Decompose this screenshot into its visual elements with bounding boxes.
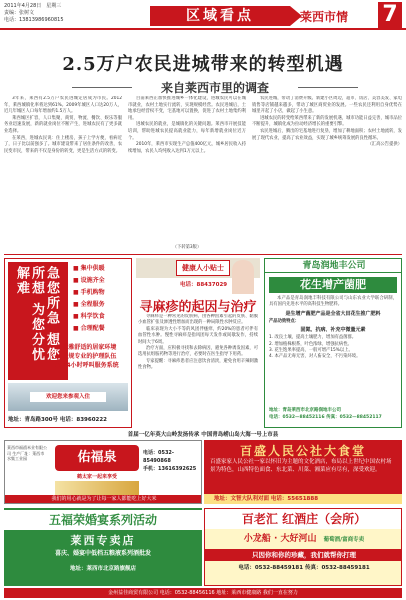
article-column-3 bbox=[252, 96, 402, 244]
service-bullets bbox=[55, 343, 132, 370]
ad-title: 百老汇 红酒庄（会所） bbox=[205, 509, 402, 529]
ad-phone: 电话：88437029 bbox=[180, 282, 228, 288]
ad-slogan: 急您所急 想您所想 为您分忧解难 bbox=[14, 266, 59, 363]
paragraph: 本产品是青岛润地丰科技有限公司与山东农业大学联合研制，具有国内先进水平的高科技生物肥料。 bbox=[269, 296, 397, 308]
product-name: 小龙船 bbox=[243, 534, 271, 544]
paragraph: 农民进城，带动了消费升级。新建小区周边，超市、饭店、美容美发、家电销售等店铺越来越多，带动了城区商贸业的发展。一些农民还利用自身优势在城里开起了小店，做起了小生意。 bbox=[252, 96, 402, 115]
section-title: 区域看点 bbox=[150, 6, 290, 26]
feature-item: ■ 设施齐全 bbox=[73, 275, 131, 287]
bullet-item: ● 正规专业的护理队伍 bbox=[55, 352, 132, 361]
wine-club-ad bbox=[204, 508, 402, 586]
header-date: 2011年4月28日 星期三 bbox=[4, 3, 62, 9]
restaurant-ad bbox=[204, 440, 402, 504]
paragraph: 专家提醒：寻麻疹患者应注意饮食清淡，避免食用辛辣刺激性食物。 bbox=[138, 358, 258, 371]
rice-product-image bbox=[55, 481, 139, 495]
ad-phones bbox=[143, 449, 201, 473]
paragraph: 临床表现为大小不等的风团伴瘙痒，约20%的患者可伴有血管性水肿。慢性寻麻疹是指风团每天发作或间歇发作，持续时间大于6周。 bbox=[138, 326, 258, 345]
paragraph: 治疗方面，应积极寻找和去除病因，避免各种诱发因素，可选用抗组胺药物等进行治疗，必要时在医生指导下用药。 bbox=[138, 346, 258, 358]
article-column-2 bbox=[128, 96, 246, 244]
feature-point: 3. 花生饱果率提高，一般可增产15%以上。 bbox=[269, 348, 353, 354]
paragraph: 莱西城区扩容，人口集聚，商贸、物流、餐饮、娱乐等服务业迅速发展，新的就业岗位不断产生，进城农民有了更多就业选择。 bbox=[4, 115, 122, 134]
feature-point: 1. 改良土壤，提高土壤肥力，增加有益菌群。 bbox=[269, 335, 357, 341]
ad-title: 寻麻疹的起因与治疗 bbox=[139, 300, 257, 315]
header-meta bbox=[4, 3, 64, 24]
feature-item: ■ 科学饮食 bbox=[73, 311, 131, 323]
article-body bbox=[4, 96, 402, 251]
header-editor: 责编：张树文 bbox=[4, 10, 35, 16]
article-source: （汇高公告提供） bbox=[367, 142, 402, 148]
paragraph: 农民进城后，腾出的宅基地进行复垦，增加了耕地面积；农村土地流转，发展了现代农业，提高了农业效益，实现了城乡统筹发展的良性循环。 bbox=[252, 128, 402, 141]
building-photo bbox=[8, 383, 128, 411]
restaurant-description: 百盛家家人民公社一家以怀旧为主题的文化酒店，布局以上世纪中国农村场景为特色，山西特色面食、东北菜、川菜、湘菜应有尽有，深受欢迎。 bbox=[210, 459, 392, 473]
page-number: 7 bbox=[378, 2, 402, 28]
paragraph: 2010年，莱西市实现生产总值400亿元，城乡居民收入持续增加，农民人均纯收入达到1万元以上。 bbox=[128, 142, 246, 154]
product-title: 花生增产菌肥 bbox=[269, 277, 397, 293]
feature-item: ■ 合理配餐 bbox=[73, 323, 131, 335]
rice-ad bbox=[4, 440, 202, 504]
ad-phone: 电话：0532—88452116 传真：0532—88452117 bbox=[269, 415, 382, 420]
paragraph: 在莱西，进城农民说：住上楼房，孩子上学方便，看病近了，日子比以前强多了。城市建设带来了居住条件的改善，农民变市民，带来的不仅是身份的转变，更是生活方式的转变。 bbox=[4, 135, 122, 154]
promo-strip: 首届一亿年英大山岭发扬传承 中国青岛崂山岛大海一号上市县 bbox=[127, 432, 279, 438]
ad-slogan: 只因你和你的珍藏，我们就帮你打理 bbox=[205, 549, 402, 561]
feature-item: ■ 全程服务 bbox=[73, 299, 131, 311]
ad-body bbox=[138, 314, 258, 426]
ad-footer: 我们的用心就是为了让每一家人都能吃上好大米 bbox=[5, 495, 202, 503]
emphasis-line: 是生增产菌肥产品是全省大田花生推广肥料 bbox=[285, 310, 381, 317]
article-subhead: 来自莱西市里的调查 bbox=[140, 79, 290, 96]
ad-subtitle: 莱西专卖店 bbox=[70, 534, 136, 547]
ad-title: 五福荣婚宴系列活动 bbox=[4, 510, 202, 530]
brand-name: 莱西市情 bbox=[300, 10, 349, 24]
restaurant-address: 地址：文智大队利对面 电话：55651888 bbox=[204, 494, 402, 504]
health-logo: 健康人小贴士 bbox=[176, 260, 230, 276]
features-heading: 产品功效特点： bbox=[269, 318, 300, 324]
paragraph: 3年来，莱西有2.5万户农民进城定居成为市民。2012年，莱西城镇化率将达到61%。2009年城区人口达20万人，近几年城区人口每年增加约1.5万人。 bbox=[4, 96, 122, 115]
page-footer: 金州益佳商贸有限公司 电话：0532-88456116 地址：莱西市健康路 我们一直在努力 bbox=[4, 588, 402, 598]
ad-address: 地址：青岛路300号 电话：83960222 bbox=[8, 417, 108, 423]
ad-address: 地址：莱西市北京路旗舰店 bbox=[69, 566, 136, 572]
header-contact: 电话：13813986960815 bbox=[4, 17, 64, 23]
page-header bbox=[0, 0, 406, 30]
ad-phone: 电话：0532-88459181 传真：0532-88459181 bbox=[238, 565, 370, 571]
nursing-home-ad bbox=[4, 258, 132, 428]
ad-address: 地址：青岛莱西市北京路润地丰公司 bbox=[269, 408, 341, 413]
bullet-item: ● 优雅舒适的居家环境 bbox=[55, 343, 132, 352]
bullet-item: ● 24小时呼叫服务系统 bbox=[55, 361, 132, 370]
paragraph: 进城农民的转变给莱西带来了新的发展机遇，城市功能日益完善，城市品位不断提升，城镇化成为拉动经济增长的重要引擎。 bbox=[252, 115, 402, 128]
separator: · bbox=[273, 534, 281, 544]
fertilizer-ad bbox=[264, 258, 402, 428]
paragraph: 进城农民的就业，是城镇化的关键问题。莱西市开展技能培训，帮助进城农民提高就业能力，每年新增就业岗位近万个。 bbox=[128, 122, 246, 141]
paragraph: 目前莱西正加快推进城乡一体化建设，进城农民可以在城市就业，农村土地实行流转，实现规模经营。农民进城后，土地承包经营权不变，宅基地可以置换，促进了农村土地集约利用。 bbox=[128, 96, 246, 121]
feature-item: ■ 集中供暖 bbox=[73, 263, 131, 275]
emphasis-line: 固氮、抗病、补充中微量元素 bbox=[300, 327, 366, 334]
product-description bbox=[269, 296, 397, 361]
feature-checklist bbox=[73, 263, 131, 335]
divider bbox=[4, 254, 402, 255]
phone-line: 电话：0532-85490868 bbox=[143, 450, 174, 464]
article-column-1 bbox=[4, 96, 122, 244]
paragraph: 寻麻疹是一种常见的皮肤病，由各种因素引起的皮肤、黏膜小血管扩张及渗透性增加而出现的一种局限性水肿反应。 bbox=[138, 314, 258, 326]
company-name: 青岛润地丰公司 bbox=[265, 259, 402, 273]
ad-product-list: 喜庆、婚宴中低档五粮液系列酒批发 bbox=[54, 550, 151, 557]
restaurant-title: 百盛人民公社大食堂 bbox=[239, 444, 366, 458]
health-tips-ad bbox=[136, 258, 260, 428]
brand-tagline: 鹤太家一起来享受 bbox=[76, 474, 117, 480]
product-note: 葡萄酒/富商专卖 bbox=[323, 537, 365, 543]
feature-point: 2. 增加植株根系，叶色浓绿，增强抗病性。 bbox=[269, 341, 352, 347]
wedding-wine-ad bbox=[4, 508, 202, 586]
photo-banner: 欢迎您来参观入住 bbox=[30, 392, 106, 402]
product-names bbox=[205, 531, 402, 547]
article-continued-note: （下转第3版） bbox=[172, 245, 202, 250]
phone-line: 手机：13616392625 bbox=[143, 466, 197, 472]
company-info: 莱西市福禧米业有限公司 生产厂址：莱西市 水集工业园 bbox=[7, 445, 47, 461]
product-name: 大好河山 bbox=[280, 534, 317, 544]
feature-item: ■ 手机购物 bbox=[73, 287, 131, 299]
article-headline: 2.5万户农民进城带来的转型机遇 bbox=[62, 54, 344, 75]
doctor-figure bbox=[232, 260, 254, 294]
rice-brand-logo: 佑福泉 bbox=[55, 445, 139, 471]
ad-contact bbox=[269, 407, 397, 421]
feature-point: 4. 本产品无毒无害，对人畜安全，不污染环境。 bbox=[269, 354, 361, 360]
